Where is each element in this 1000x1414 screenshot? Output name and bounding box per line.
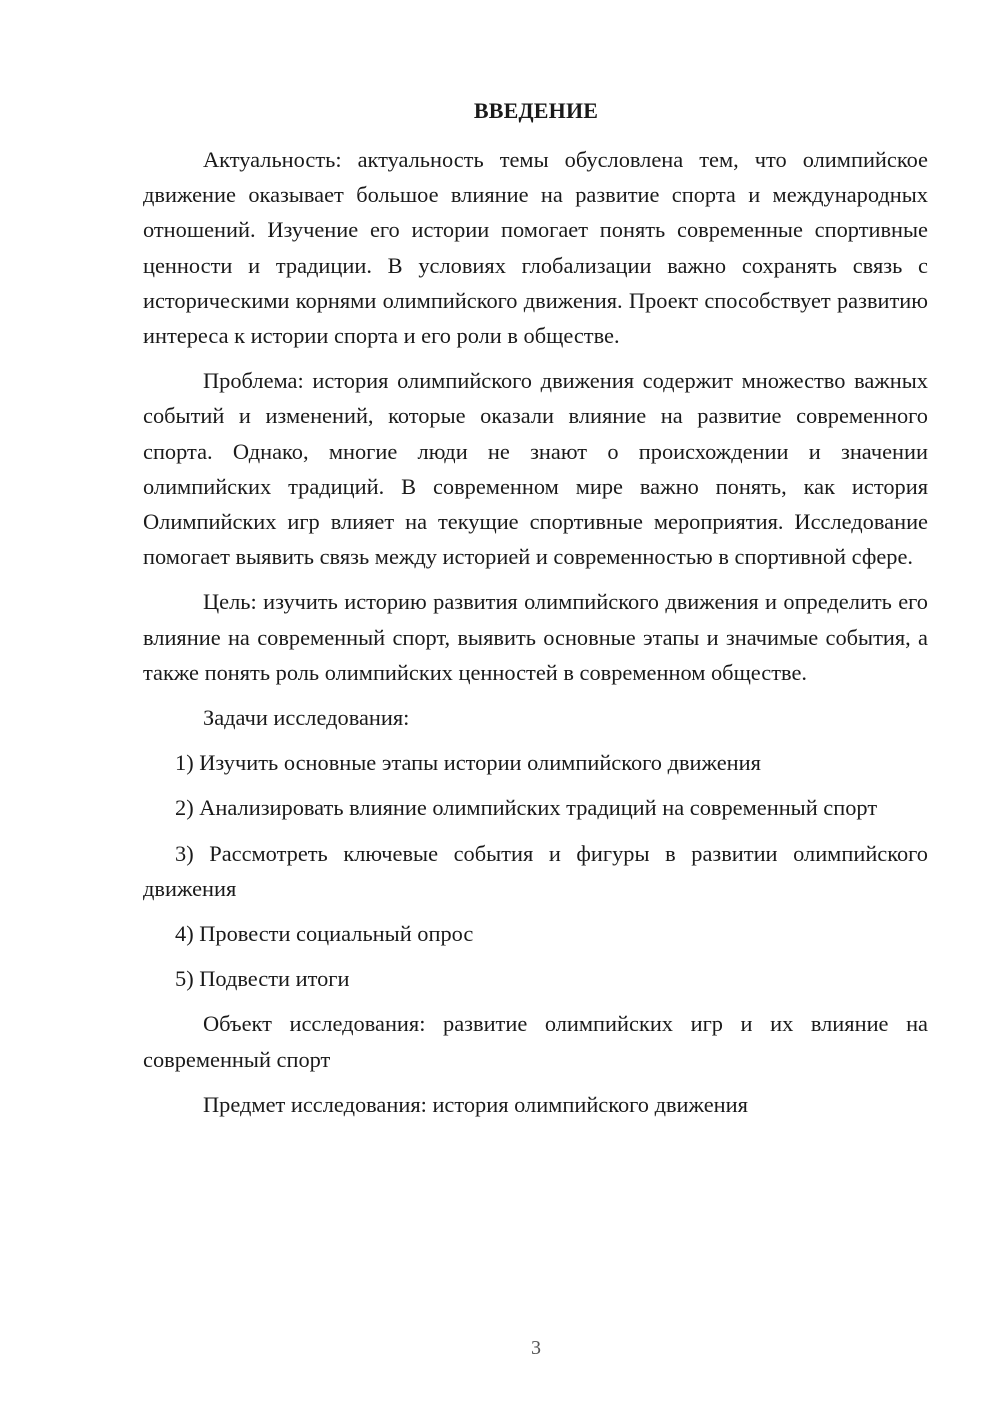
task-item-4: 4) Провести социальный опрос — [175, 921, 474, 947]
task-item-2: 2) Анализировать влияние олимпийских традиций на современный спорт — [175, 795, 878, 821]
task-item-3: 3) Рассмотреть ключевые события и фигуры в развитии олимпийского движения — [143, 840, 928, 901]
task-item-5: 5) Подвести итоги — [175, 966, 350, 992]
paragraph-relevance: Актуальность: актуальность темы обусловлена тем, что олимпийское движение оказывает большое влияние на развитие спорта и международных отношений. Изучение его истории помогает понять современные спортивные ценности и традиции. В условиях глобализации важно сохранять связь с историческими корнями олимпийского движения. Проект способствует развитию интереса к истории спорта и его роли в обществе. — [143, 147, 928, 349]
paragraph-subject: Предмет исследования: история олимпийского движения — [203, 1091, 748, 1117]
paragraph-object: Объект исследования: развитие олимпийских игр и их влияние на современный спорт — [143, 1011, 928, 1072]
paragraph-problem: Проблема: история олимпийского движения содержит множество важных событий и изменений, которые оказали влияние на развитие современного спорта. Однако, многие люди не знают о происхождении и значении олимпийских традиций. В современном мире важно понять, как история Олимпийских игр влияет на текущие спортивные мероприятия. Исследование помогает выявить связь между историей и современностью в спортивной сфере. — [143, 368, 928, 570]
page-number: 3 — [531, 1337, 541, 1359]
document-body — [143, 142, 928, 1132]
tasks-heading: Задачи исследования: — [203, 705, 410, 731]
task-item-1: 1) Изучить основные этапы истории олимпийского движения — [175, 750, 761, 776]
tasks-list — [143, 745, 928, 996]
page-title: ВВЕДЕНИЕ — [473, 98, 599, 123]
paragraph-goal: Цель: изучить историю развития олимпийского движения и определить его влияние на современный спорт, выявить основные этапы и значимые события, а также понять роль олимпийских ценностей в современном обществе. — [143, 589, 928, 685]
